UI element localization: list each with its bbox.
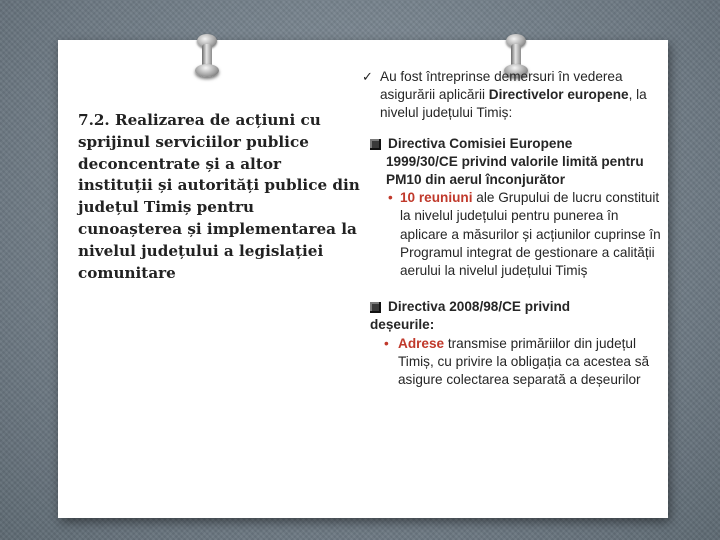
directive-1-bullet xyxy=(362,189,662,280)
intro-text-after: , la nivelul județului Timiș: xyxy=(380,87,647,121)
bullet-dot-icon: • xyxy=(384,335,389,351)
directive-1-block xyxy=(362,135,662,281)
directive-1-bullet-text: ale Grupului de lucru constituit la nivelul județului pentru punerea în aplicare a măsurilor și acțiunilor cuprinse în Programul integrat de gestionare a calității aerului la nivelul județului Timiș xyxy=(400,190,661,279)
directive-2-heading xyxy=(362,298,662,316)
intro-text-before: Au fost întreprinse demersuri în vederea asigurării aplicării xyxy=(380,69,623,103)
square-bullet-icon xyxy=(370,139,381,150)
directive-2-bullet-strong: Adrese xyxy=(398,335,445,351)
directive-1-heading xyxy=(362,135,662,153)
slide-title: 7.2. Realizarea de acțiuni cu sprijinul serviciilor publice deconcentrate și a altor instituții și autorități publice din județul Timiș pentru cunoașterea și implementarea la nivelul județului a legislației comunitare xyxy=(78,111,360,282)
pushpin-icon xyxy=(194,34,220,78)
content-column xyxy=(362,68,662,389)
intro-text-bold: Directivelor europene xyxy=(488,87,629,103)
bullet-dot-icon: • xyxy=(388,190,393,206)
directive-2-heading-rest: deșeurile: xyxy=(370,317,435,333)
directive-1-heading-line1: Directiva Comisiei Europene xyxy=(388,135,573,151)
directive-2-heading-line1: Directiva 2008/98/CE privind xyxy=(388,299,571,315)
checkmark-icon: ✓ xyxy=(362,69,373,84)
directive-2-bullet xyxy=(362,335,662,390)
directive-2-bullet-text: transmise primăriilor din județul Timiș, cu privire la obligația ca acestea să asigure colectarea separată a deșeurilor xyxy=(398,335,650,388)
directive-2-block xyxy=(362,298,662,389)
square-bullet-icon xyxy=(370,302,381,313)
intro-paragraph xyxy=(362,68,662,123)
directive-1-bullet-strong: 10 reuniuni xyxy=(400,190,473,206)
directive-1-heading-rest: 1999/30/CE privind valorile limită pentru PM10 din aerul înconjurător xyxy=(386,153,644,188)
